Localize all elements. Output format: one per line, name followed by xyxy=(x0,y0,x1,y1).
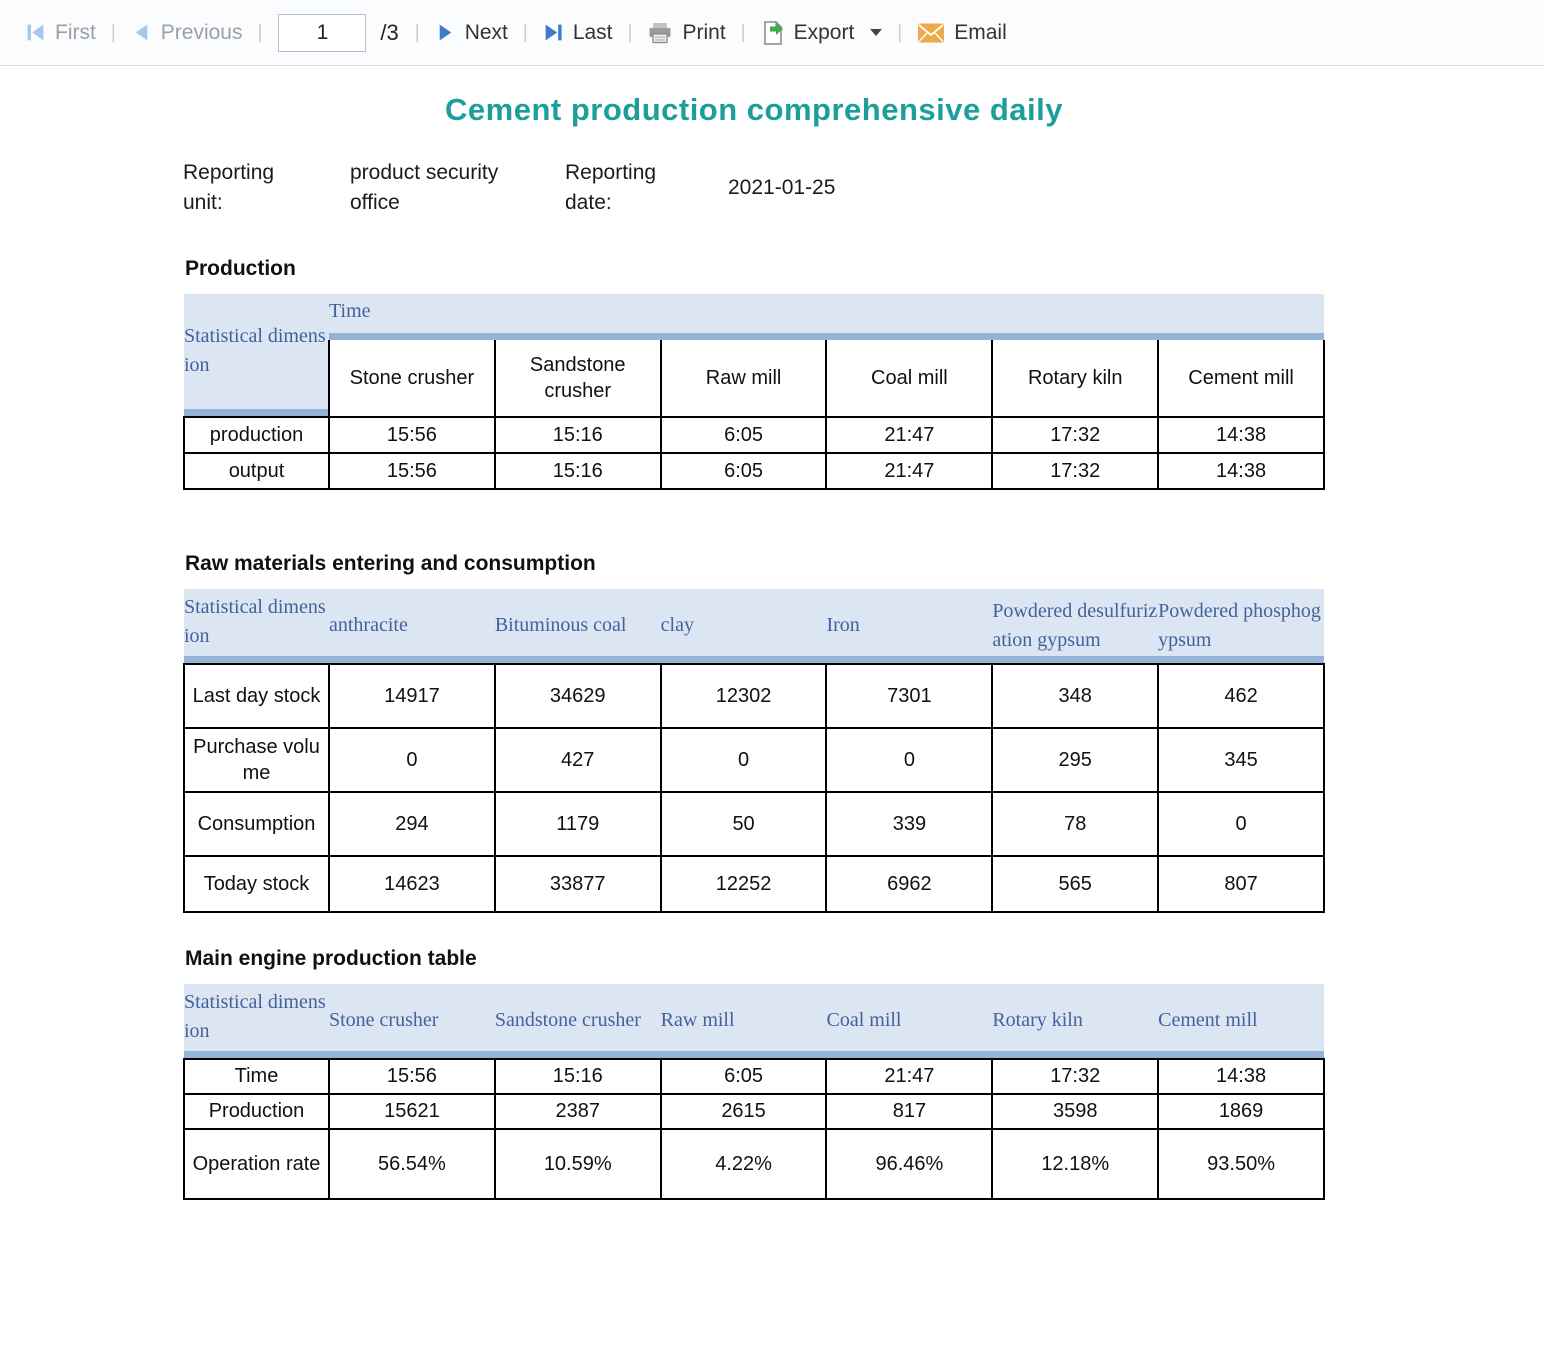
row-label: Purchase volume xyxy=(184,728,329,792)
cell-value: 34629 xyxy=(495,664,661,728)
cell-value: 12302 xyxy=(661,664,827,728)
row-label: output xyxy=(184,453,329,489)
toolbar-separator: | xyxy=(257,21,263,43)
reporting-unit-value: product security office xyxy=(350,161,499,215)
cell-value: 7301 xyxy=(826,664,992,728)
raw-materials-table xyxy=(183,589,1325,913)
cell-value: 14:38 xyxy=(1158,417,1324,453)
cell-value: 14:38 xyxy=(1158,453,1324,489)
cell-value: 15:16 xyxy=(495,417,661,453)
row-label: Production xyxy=(184,1094,329,1129)
print-icon xyxy=(647,21,673,45)
cell-value: 15:16 xyxy=(495,1059,661,1094)
cell-value: 0 xyxy=(329,728,495,792)
cell-value: 0 xyxy=(826,728,992,792)
column-header: Rotary kiln xyxy=(992,340,1158,417)
table-row xyxy=(184,664,1324,728)
time-group-header: Time xyxy=(329,294,1324,340)
row-label: production xyxy=(184,417,329,453)
cell-value: 1869 xyxy=(1158,1094,1324,1129)
row-label: Last day stock xyxy=(184,664,329,728)
column-header: Coal mill xyxy=(826,340,992,417)
toolbar-separator: | xyxy=(110,21,116,43)
column-header: Cement mill xyxy=(1158,984,1324,1059)
cell-value: 15:56 xyxy=(329,417,495,453)
column-header: anthracite xyxy=(329,589,495,664)
production-table xyxy=(183,294,1325,490)
table-row xyxy=(184,1129,1324,1199)
column-header: Raw mill xyxy=(661,984,827,1059)
cell-value: 12252 xyxy=(661,856,827,912)
column-header: Sandstone crusher xyxy=(495,340,661,417)
cell-value: 427 xyxy=(495,728,661,792)
row-label: Time xyxy=(184,1059,329,1094)
column-header: Stone crusher xyxy=(329,340,495,417)
cell-value: 14623 xyxy=(329,856,495,912)
cell-value: 17:32 xyxy=(992,1059,1158,1094)
first-page-button[interactable] xyxy=(12,21,109,45)
cell-value: 96.46% xyxy=(826,1129,992,1199)
table-row xyxy=(184,1059,1324,1094)
cell-value: 807 xyxy=(1158,856,1324,912)
column-header: Raw mill xyxy=(661,340,827,417)
cell-value: 295 xyxy=(992,728,1158,792)
report-meta xyxy=(183,158,1325,219)
table-row xyxy=(184,856,1324,912)
cell-value: 817 xyxy=(826,1094,992,1129)
table-row xyxy=(184,1094,1324,1129)
column-header: Powdered phosphogypsum xyxy=(1158,589,1324,664)
next-page-icon xyxy=(435,22,456,43)
previous-page-label: Previous xyxy=(160,20,243,44)
last-page-button[interactable] xyxy=(530,21,626,45)
stat-dimension-header: Statistical dimension xyxy=(184,589,329,664)
cell-value: 0 xyxy=(1158,792,1324,856)
previous-page-icon xyxy=(131,22,152,43)
email-icon xyxy=(917,22,945,44)
report-table xyxy=(183,984,1325,1200)
cell-value: 0 xyxy=(661,728,827,792)
last-page-label: Last xyxy=(572,20,613,44)
column-header: Iron xyxy=(826,589,992,664)
section-title-production: Production xyxy=(185,256,296,280)
toolbar-separator: | xyxy=(627,21,633,43)
table-row xyxy=(184,792,1324,856)
reporting-date-value: 2021-01-25 xyxy=(728,176,836,200)
page-total-label: /3 xyxy=(380,19,399,45)
cell-value: 339 xyxy=(826,792,992,856)
cell-value: 565 xyxy=(992,856,1158,912)
print-button[interactable] xyxy=(634,21,738,45)
cell-value: 15:56 xyxy=(329,1059,495,1094)
cell-value: 294 xyxy=(329,792,495,856)
last-page-icon xyxy=(543,22,564,43)
cell-value: 15:16 xyxy=(495,453,661,489)
cell-value: 21:47 xyxy=(826,417,992,453)
row-label: Consumption xyxy=(184,792,329,856)
table-row xyxy=(184,453,1324,489)
cell-value: 2387 xyxy=(495,1094,661,1129)
cell-value: 1179 xyxy=(495,792,661,856)
export-label: Export xyxy=(793,20,855,44)
cell-value: 21:47 xyxy=(826,453,992,489)
cell-value: 56.54% xyxy=(329,1129,495,1199)
cell-value: 462 xyxy=(1158,664,1324,728)
row-label: Operation rate xyxy=(184,1129,329,1199)
previous-page-button[interactable] xyxy=(118,21,256,45)
export-icon xyxy=(761,20,785,46)
main-engine-table xyxy=(183,984,1325,1200)
column-header: clay xyxy=(661,589,827,664)
cell-value: 15621 xyxy=(329,1094,495,1129)
report-page xyxy=(0,92,1544,1200)
toolbar-separator: | xyxy=(522,21,528,43)
cell-value: 6962 xyxy=(826,856,992,912)
export-dropdown-caret-icon xyxy=(870,29,882,36)
cell-value: 50 xyxy=(661,792,827,856)
cell-value: 6:05 xyxy=(661,1059,827,1094)
toolbar-separator: | xyxy=(897,21,903,43)
cell-value: 2615 xyxy=(661,1094,827,1129)
row-label: Today stock xyxy=(184,856,329,912)
cell-value: 6:05 xyxy=(661,417,827,453)
stat-dimension-header: Statistical dimension xyxy=(184,294,329,417)
column-header: Sandstone crusher xyxy=(495,984,661,1059)
pagination-toolbar xyxy=(0,0,1544,66)
reporting-date-label: Reporting date: xyxy=(565,161,657,215)
report-table xyxy=(183,294,1325,490)
cell-value: 10.59% xyxy=(495,1129,661,1199)
table-row xyxy=(184,728,1324,792)
cell-value: 6:05 xyxy=(661,453,827,489)
cell-value: 14917 xyxy=(329,664,495,728)
cell-value: 4.22% xyxy=(661,1129,827,1199)
cell-value: 12.18% xyxy=(992,1129,1158,1199)
section-title-raw-materials: Raw materials entering and consumption xyxy=(185,551,596,575)
cell-value: 345 xyxy=(1158,728,1324,792)
email-label: Email xyxy=(954,20,1007,44)
page-number-input[interactable] xyxy=(278,14,366,52)
cell-value: 33877 xyxy=(495,856,661,912)
column-header: Stone crusher xyxy=(329,984,495,1059)
cell-value: 17:32 xyxy=(992,417,1158,453)
first-page-label: First xyxy=(55,20,96,44)
column-header: Cement mill xyxy=(1158,340,1324,417)
email-button[interactable] xyxy=(904,21,1020,45)
section-title-main-engine: Main engine production table xyxy=(185,946,477,970)
cell-value: 15:56 xyxy=(329,453,495,489)
export-button[interactable] xyxy=(748,20,896,46)
column-header: Powdered desulfurization gypsum xyxy=(992,589,1158,664)
next-page-button[interactable] xyxy=(422,21,521,45)
toolbar-separator: | xyxy=(414,21,420,43)
cell-value: 17:32 xyxy=(992,453,1158,489)
cell-value: 3598 xyxy=(992,1094,1158,1129)
report-title: Cement production comprehensive daily xyxy=(445,92,1063,127)
cell-value: 21:47 xyxy=(826,1059,992,1094)
column-header: Coal mill xyxy=(826,984,992,1059)
cell-value: 93.50% xyxy=(1158,1129,1324,1199)
table-row xyxy=(184,417,1324,453)
stat-dimension-header: Statistical dimension xyxy=(184,984,329,1059)
next-page-label: Next xyxy=(464,20,508,44)
cell-value: 348 xyxy=(992,664,1158,728)
print-label: Print xyxy=(682,20,726,44)
reporting-unit-label: Reporting unit: xyxy=(183,161,275,215)
toolbar-separator: | xyxy=(740,21,746,43)
report-table xyxy=(183,589,1325,913)
first-page-icon xyxy=(25,22,46,43)
column-header: Bituminous coal xyxy=(495,589,661,664)
cell-value: 14:38 xyxy=(1158,1059,1324,1094)
column-header: Rotary kiln xyxy=(992,984,1158,1059)
cell-value: 78 xyxy=(992,792,1158,856)
